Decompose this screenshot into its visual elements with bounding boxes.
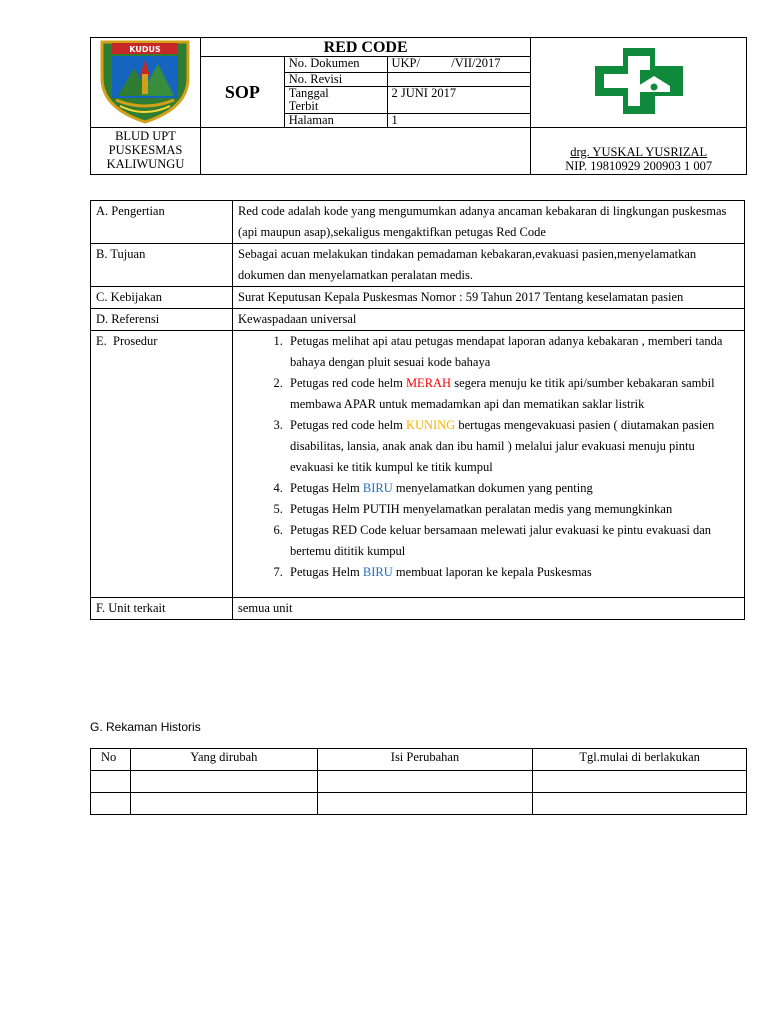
unit-line-2: PUSKESMAS [108, 143, 183, 157]
field-label-tanggal-terbit [284, 87, 387, 114]
history-heading: G. Rekaman Historis [90, 720, 201, 734]
step-2-post: segera menuju ke titik api/sumber kebakaran sambil membawa APAR untuk memadamkan api dan mematikan saklar listrik [290, 376, 715, 411]
unit-line-1: BLUD UPT [115, 129, 176, 143]
prosedur-step-5: 5. Petugas Helm PUTIH menyelamatkan peralatan medis yang memungkinkan [286, 499, 738, 520]
left-logo-cell [91, 38, 201, 128]
text-pengertian: Red code adalah kode yang mengumumkan adanya ancaman kebakaran di lingkungan puskesmas (api maupun asap),sekaligus mengaktifkan petugas Red Code [233, 201, 745, 244]
step-4-post: menyelamatkan dokumen yang penting [392, 481, 593, 495]
prosedur-step-1: 1. Petugas melihat api atau petugas mendapat laporan adanya kebakaran , memberi tanda bahaya dengan pluit sesuai kode bahaya [286, 331, 738, 373]
history-col-isi-perubahan: Isi Perubahan [317, 749, 533, 771]
prosedur-step-2 [286, 373, 738, 415]
history-cell [317, 793, 533, 815]
step-2-pre: Petugas red code helm [290, 376, 406, 390]
prosedur-steps-cell [233, 331, 745, 598]
signatory-cell [531, 128, 747, 175]
label-prosedur: E. Prosedur [91, 331, 233, 598]
row-unit-terkait [91, 598, 745, 620]
history-header-row [91, 749, 747, 771]
text-referensi: Kewaspadaan universal [233, 309, 745, 331]
field-label-no-revisi: No. Revisi [284, 73, 387, 87]
field-label-halaman: Halaman [284, 114, 387, 128]
row-prosedur [91, 331, 745, 598]
history-row [91, 771, 747, 793]
history-cell [91, 793, 131, 815]
helm-merah-text: MERAH [405, 376, 452, 390]
step-3-post: bertugas mengevakuasi pasien ( diutamakan pasien disabilitas, lansia, anak anak dan ibu hamil ) melalui jalur evakuasi menuju pintu evakuasi ke titik kumpul ke titik kumpul [290, 418, 715, 474]
label-pengertian: A. Pengertian [91, 201, 233, 244]
helm-biru-text-2: BIRU [362, 565, 393, 579]
step-4-pre: Petugas Helm [290, 481, 363, 495]
row-referensi [91, 309, 745, 331]
stray-dot: . [200, 120, 203, 131]
row-pengertian [91, 201, 745, 244]
unit-name-cell [91, 128, 201, 175]
kudus-coat-of-arms-icon [94, 38, 196, 124]
prosedur-step-4 [286, 478, 738, 499]
step-3-pre: Petugas red code helm [290, 418, 406, 432]
label-tujuan: B. Tujuan [91, 244, 233, 287]
signatory-nip: NIP. 19810929 200903 1 007 [565, 159, 713, 173]
history-col-tgl-mulai: Tgl.mulai di berlakukan [533, 749, 747, 771]
field-value-tanggal-terbit: 2 JUNI 2017 [387, 87, 531, 114]
label-kebijakan: C. Kebijakan [91, 287, 233, 309]
logo-banner-text: KUDUS [129, 45, 162, 54]
history-col-no: No [91, 749, 131, 771]
helm-biru-text: BIRU [362, 481, 393, 495]
right-logo-cell [531, 38, 747, 128]
puskesmas-logo-icon [568, 42, 710, 120]
field-label-no-dokumen: No. Dokumen [284, 57, 387, 73]
row-tujuan [91, 244, 745, 287]
text-kebijakan: Surat Keputusan Kepala Puskesmas Nomor : 59 Tahun 2017 Tentang keselamatan pasien [233, 287, 745, 309]
row-kebijakan [91, 287, 745, 309]
step-7-pre: Petugas Helm [290, 565, 363, 579]
history-cell [533, 771, 747, 793]
tanggal-terbit-text: Tanggal Terbit [288, 86, 329, 113]
empty-header-cell [200, 128, 530, 175]
history-cell [317, 771, 533, 793]
sop-label: SOP [200, 57, 284, 128]
field-value-no-dokumen: UKP/ /VII/2017 [387, 57, 531, 73]
label-referensi: D. Referensi [91, 309, 233, 331]
signatory-name: drg. YUSKAL YUSRIZAL [570, 145, 708, 159]
field-value-no-revisi [387, 73, 531, 87]
text-tujuan: Sebagai acuan melakukan tindakan pemadaman kebakaran,evakuasi pasien,menyelamatkan dokumen dan menyelamatkan peralatan medis. [233, 244, 745, 287]
document-title: RED CODE [200, 38, 530, 57]
sop-header-table [90, 37, 747, 175]
history-cell [130, 771, 317, 793]
history-row [91, 793, 747, 815]
history-col-yang-dirubah: Yang dirubah [130, 749, 317, 771]
field-value-halaman: 1 [387, 114, 531, 128]
history-table [90, 748, 747, 815]
sop-content-table [90, 200, 745, 620]
prosedur-step-6: 6. Petugas RED Code keluar bersamaan melewati jalur evakuasi ke pintu evakuasi dan bertemu dititik kumpul [286, 520, 738, 562]
history-cell [533, 793, 747, 815]
history-cell [130, 793, 317, 815]
history-cell [91, 771, 131, 793]
prosedur-step-7 [286, 562, 738, 583]
helm-kuning-text: KUNING [405, 418, 456, 432]
prosedur-step-3 [286, 415, 738, 478]
label-unit-terkait: F. Unit terkait [91, 598, 233, 620]
step-7-post: membuat laporan ke kepala Puskesmas [392, 565, 592, 579]
prosedur-step-list [238, 331, 738, 583]
unit-line-3: KALIWUNGU [106, 157, 185, 171]
text-unit-terkait: semua unit [233, 598, 745, 620]
